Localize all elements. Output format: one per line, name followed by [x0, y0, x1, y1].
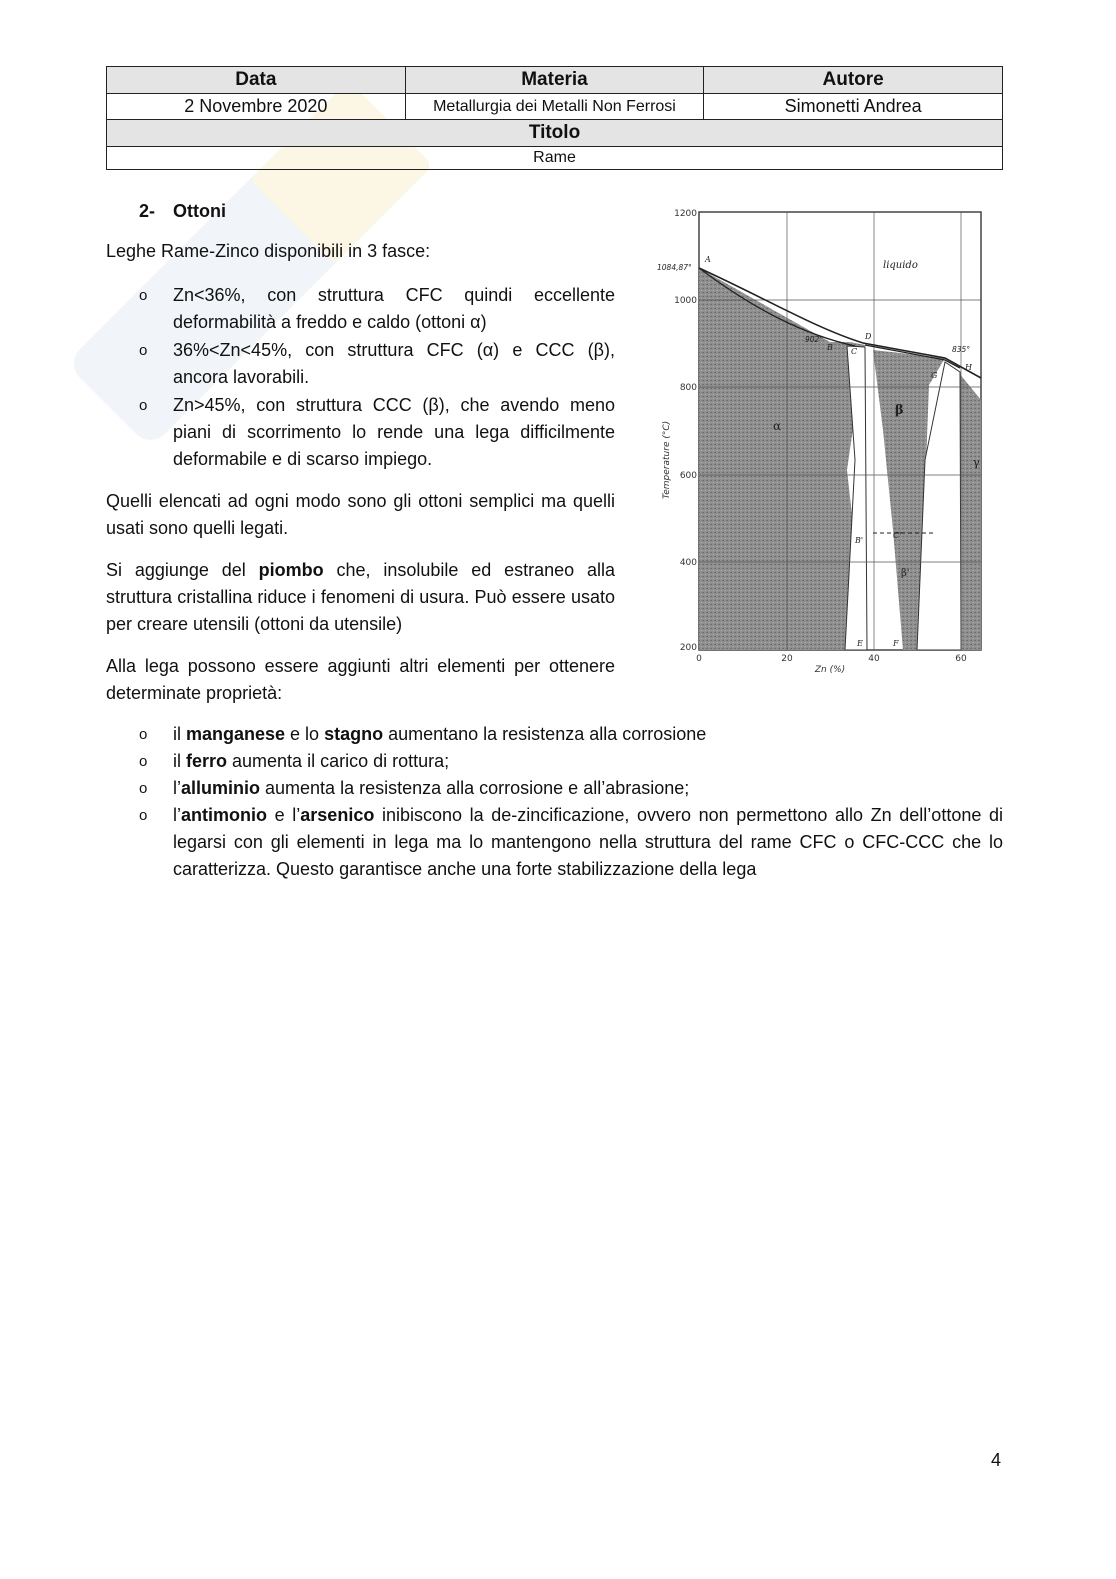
list-item: o 36%<Zn<45%, con struttura CFC (α) e CCC (β), ancora lavorabili.: [139, 337, 615, 391]
region-liquid: liquido: [883, 260, 918, 271]
svg-text:B: B: [827, 343, 833, 352]
intro-paragraph: Leghe Rame-Zinco disponibili in 3 fasce:: [106, 241, 431, 261]
y-tick-600: 600: [679, 471, 697, 481]
svg-text:H: H: [965, 363, 972, 372]
list-item: o Zn>45%, con struttura CCC (β), che avendo meno piani di scorrimento lo rende una lega difficilmente deformabile e di scarso impiego.: [139, 392, 615, 473]
phases-list: [139, 282, 615, 474]
y-tick-1200: 1200: [674, 209, 697, 219]
region-alpha: α: [773, 419, 782, 433]
header-label-titolo: Titolo: [107, 120, 1003, 147]
svg-text:G: G: [931, 371, 938, 380]
svg-text:A: A: [705, 255, 711, 264]
y-tick-1000: 1000: [674, 296, 697, 306]
region-gamma: γ: [973, 456, 980, 469]
bullet-icon: o: [139, 342, 148, 359]
list-item: o il ferro aumenta il carico di rottura;: [139, 748, 1003, 775]
page-number: 4: [991, 1450, 1002, 1470]
header-label-data: Data: [107, 67, 406, 94]
cu-zn-phase-diagram: [655, 200, 990, 675]
bullet-icon: o: [139, 726, 148, 743]
list-item: o il manganese e lo stagno aumentano la resistenza alla corrosione: [139, 721, 1003, 748]
temp-902-label: 902°: [805, 335, 824, 344]
svg-text:D: D: [865, 332, 872, 341]
y-tick-400: 400: [679, 558, 697, 568]
bullet-icon: o: [139, 780, 148, 797]
section-heading: [139, 198, 226, 225]
section-title: Ottoni: [173, 201, 226, 221]
x-tick-20: 20: [781, 654, 793, 664]
bullet-icon: o: [139, 807, 148, 824]
y-tick-200: 200: [679, 643, 697, 653]
bullet-icon: o: [139, 397, 148, 414]
header-label-materia: Materia: [405, 67, 704, 94]
y-tick-800: 800: [679, 383, 697, 393]
document-header-table: [106, 66, 1003, 170]
svg-text:F: F: [893, 639, 899, 648]
header-value-materia: Metallurgia dei Metalli Non Ferrosi: [405, 94, 704, 120]
list-item: o l’antimonio e l’arsenico inibiscono la de-zincificazione, ovvero non permettono allo Zn dell’ottone di legarsi con gli elementi in lega ma lo mantengono nella struttura del rame CFC o CFC-CCC che lo caratterizza. Questo garantisce anche una forte stabilizzazione della lega: [139, 802, 1003, 883]
simple-brass-paragraph: Quelli elencati ad ogni modo sono gli ottoni semplici ma quelli usati sono quelli legati.: [106, 491, 615, 538]
svg-text:B': B': [855, 536, 864, 545]
y-axis-label: Temperature (°C): [662, 420, 672, 500]
list-item: o l’alluminio aumenta la resistenza alla corrosione e all’abrasione;: [139, 775, 1003, 802]
x-tick-40: 40: [868, 654, 880, 664]
header-value-titolo: Rame: [107, 147, 1003, 170]
svg-text:E: E: [857, 639, 863, 648]
bullet-icon: o: [139, 753, 148, 770]
section-number: 2-: [139, 201, 156, 221]
region-beta-prime: β': [901, 568, 910, 579]
alloy-paragraph: Alla lega possono essere aggiunti altri elementi per ottenere determinate proprietà:: [106, 656, 615, 703]
header-value-autore: Simonetti Andrea: [704, 94, 1003, 120]
header-value-data: 2 Novembre 2020: [107, 94, 406, 120]
melting-point-label: 1084,87°: [657, 263, 692, 272]
svg-text:C': C': [893, 531, 902, 540]
lead-paragraph: Si aggiunge del piombo che, insolubile ed estraneo alla struttura cristallina riduce i fenomeni di usura. Può essere usato per creare utensili (ottoni da utensile): [106, 560, 615, 634]
list-item: o Zn<36%, con struttura CFC quindi eccellente deformabilità a freddo e caldo (ottoni α): [139, 282, 615, 336]
x-tick-0: 0: [696, 654, 702, 664]
x-tick-60: 60: [955, 654, 967, 664]
x-axis-label: Zn (%): [814, 665, 846, 675]
header-label-autore: Autore: [704, 67, 1003, 94]
svg-text:C: C: [851, 347, 858, 356]
region-beta: β: [895, 403, 904, 418]
elements-list: [139, 721, 1003, 883]
bullet-icon: o: [139, 287, 148, 304]
temp-835-label: 835°: [952, 345, 971, 354]
